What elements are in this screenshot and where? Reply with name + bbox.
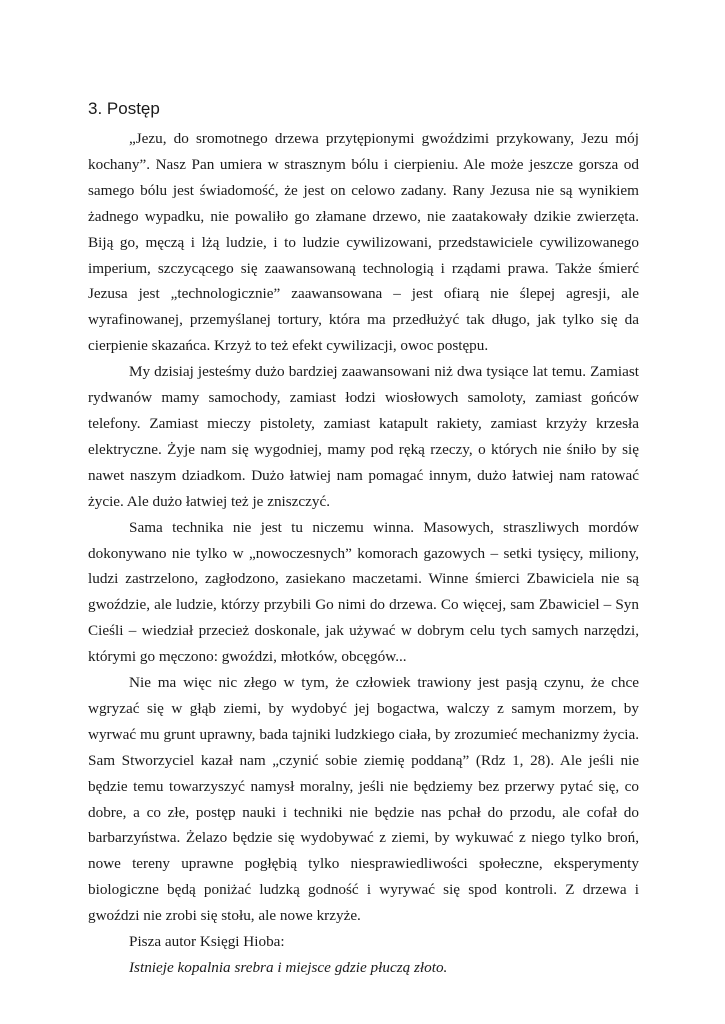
paragraph-3: Sama technika nie jest tu niczemu winna. Masowych, straszliwych mordów dokonywano nie tylko w „nowoczesnych” komorach gazowych – setki tysięcy, miliony, ludzi zastrzelono, zagłodzono, zasiekano maczetami. Winne śmierci Zbawiciela nie są gwoździe, ale ludzie, którzy przybili Go nimi do drzewa. Co więcej, sam Zbawiciel – Syn Cieśli – wiedział przecież doskonale, jak używać w dobrym celu tych samych narzędzi, którymi go męczono: gwoździ, młotków, obcęgów... [88, 518, 639, 666]
section-heading: 3. Postęp [88, 99, 160, 118]
paragraph-4: Nie ma więc nic złego w tym, że człowiek trawiony jest pasją czynu, że chce wgryzać się w głąb ziemi, by wydobyć jej bogactwa, walczy z samym morzem, by wyrwać mu grunt uprawny, bada tajniki ludzkiego ciała, by zrozumieć mechanizmy życia. Sam Stworzyciel kazał nam „czynić sobie ziemię poddaną” (Rdz 1, 28). Ale jeśli nie będzie temu towarzyszyć namysł moralny, jeśli nie będziemy bez przerwy pytać się, co dobre, a co złe, postęp nauki i techniki nie będzie nas pchał do przodu, ale cofał do barbarzyństwa. Żelazo będzie się wydobywać z ziemi, by wykuwać z niego tylko broń, nowe tereny uprawne pogłębią tylko niesprawiedliwości społeczne, eksperymenty biologiczne będą poniżać ludzką godność i wyrywać się spod kontroli. Z drzewa i gwoździ nie zrobi się stołu, ale nowe krzyże. [88, 674, 639, 925]
paragraph-2: My dzisiaj jesteśmy dużo bardziej zaawansowani niż dwa tysiące lat temu. Zamiast rydwanów mamy samochody, zamiast łodzi wiosłowych samoloty, zamiast gońców telefony. Zamiast mieczy pistolety, zamiast katapult rakiety, zamiast krzyży krzesła elektryczne. Żyje nam się wygodniej, mamy pod ręką rzeczy, o których nie śniło by się nawet naszym dziadkom. Dużo łatwiej nam pomagać innym, dużo łatwiej nam ratować życie. Ale dużo łatwiej też je zniszczyć. [88, 363, 639, 510]
paragraph-5: Pisza autor Księgi Hioba: [129, 933, 285, 951]
paragraph-1: „Jezu, do sromotnego drzewa przytępionymi gwoździmi przykowany, Jezu mój kochany”. Nasz Pan umiera w strasznym bólu i cierpieniu. Ale może jeszcze gorsza od samego bólu jest świadomość, że jest on celowo zadany. Rany Jezusa nie są wynikiem żadnego wypadku, nie powaliło go złamane drzewo, nie zaatakowały dzikie zwierzęta. Biją go, męczą i lżą ludzie, i to ludzie cywilizowani, przedstawiciele cywilizowanego imperium, szczycącego się zaawansowaną technologią i rządami prawa. Także śmierć Jezusa jest „technologicznie” zaawansowana – jest ofiarą nie ślepej agresji, ale wyrafinowanej, przemyślanej tortury, która ma przedłużyć tak długo, jak tylko się da cierpienie skazańca. Krzyż to też efekt cywilizacji, owoc postępu. [88, 130, 639, 355]
quote-line: Istnieje kopalnia srebra i miejsce gdzie płuczą złoto. [129, 959, 448, 976]
document-page [88, 96, 639, 981]
